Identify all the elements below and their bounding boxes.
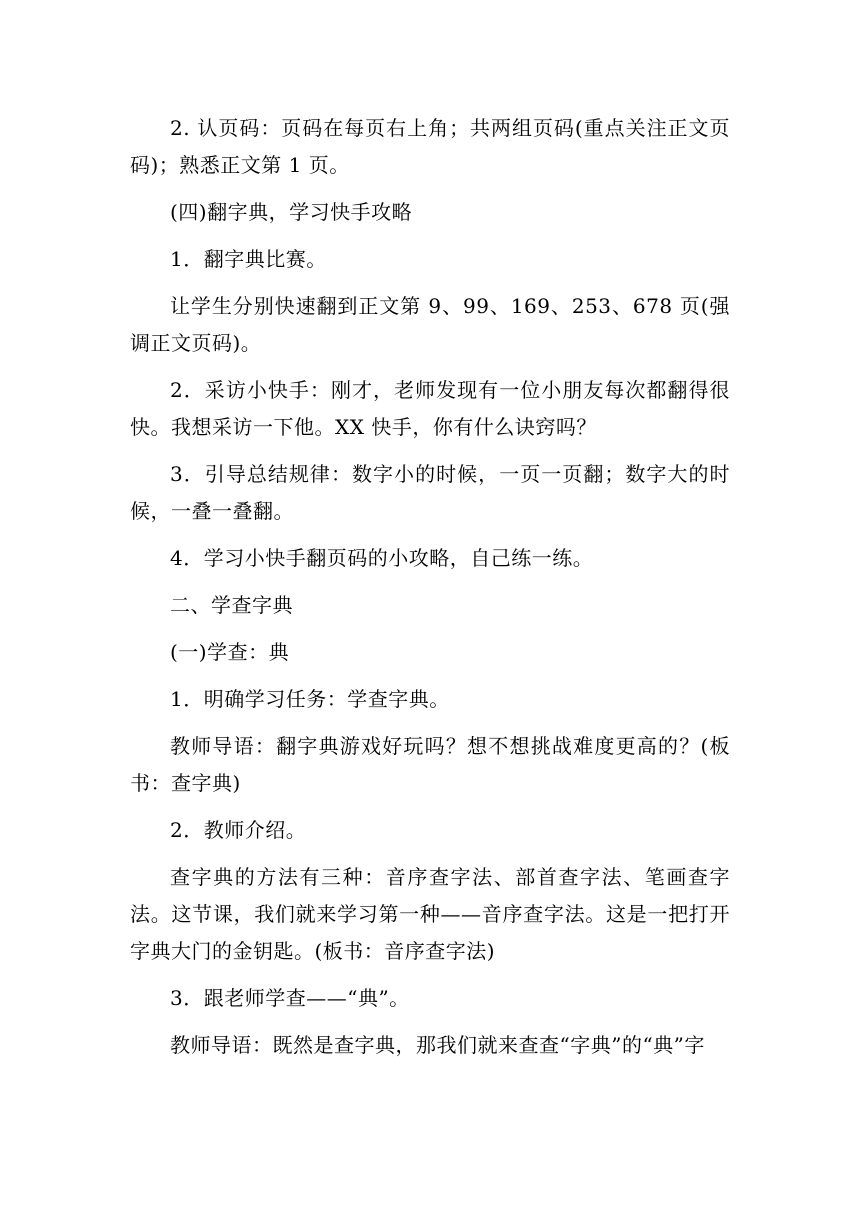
paragraph-step-3-follow: 3．跟老师学查——“典”。: [170, 986, 410, 1010]
heading-subsection-one: (一)学查：典: [170, 640, 290, 664]
paragraph-page-number-intro: 2. 认页码：页码在每页右上角；共两组页码(重点关注正文页码)；熟悉正文第 1 页。: [130, 116, 730, 177]
paragraph-task: 1．明确学习任务：学查字典。: [170, 687, 450, 711]
paragraph-step-2-interview: 2．采访小快手：刚才，老师发现有一位小朋友每次都翻得很快。我想采访一下他。XX 快手，你有什么诀窍吗？: [130, 378, 730, 439]
paragraph-step-2-intro: 2．教师介绍。: [170, 818, 307, 842]
paragraph-contest-detail: 让学生分别快速翻到正文第 9、99、169、253、678 页(强调正文页码)。: [130, 294, 730, 355]
paragraph-teacher-intro-1: 教师导语：翻字典游戏好玩吗？想不想挑战难度更高的？(板书：查字典): [130, 734, 730, 795]
paragraph-step-3-summary: 3．引导总结规律：数字小的时候，一页一页翻；数字大的时候，一叠一叠翻。: [130, 462, 730, 523]
paragraph-methods: 查字典的方法有三种：音序查字法、部首查字法、笔画查字法。这节课，我们就来学习第一种——音序查字法。这是一把打开字典大门的金钥匙。(板书：音序查字法): [130, 865, 730, 963]
paragraph-step-4-practice: 4．学习小快手翻页码的小攻略，自己练一练。: [170, 546, 594, 570]
paragraph-step-1-contest: 1．翻字典比赛。: [170, 247, 327, 271]
heading-section-four: (四)翻字典，学习快手攻略: [170, 200, 413, 224]
heading-section-two: 二、学查字典: [170, 593, 293, 617]
paragraph-teacher-intro-2: 教师导语：既然是查字典，那我们就来查查“字典”的“典”字: [170, 1033, 705, 1057]
